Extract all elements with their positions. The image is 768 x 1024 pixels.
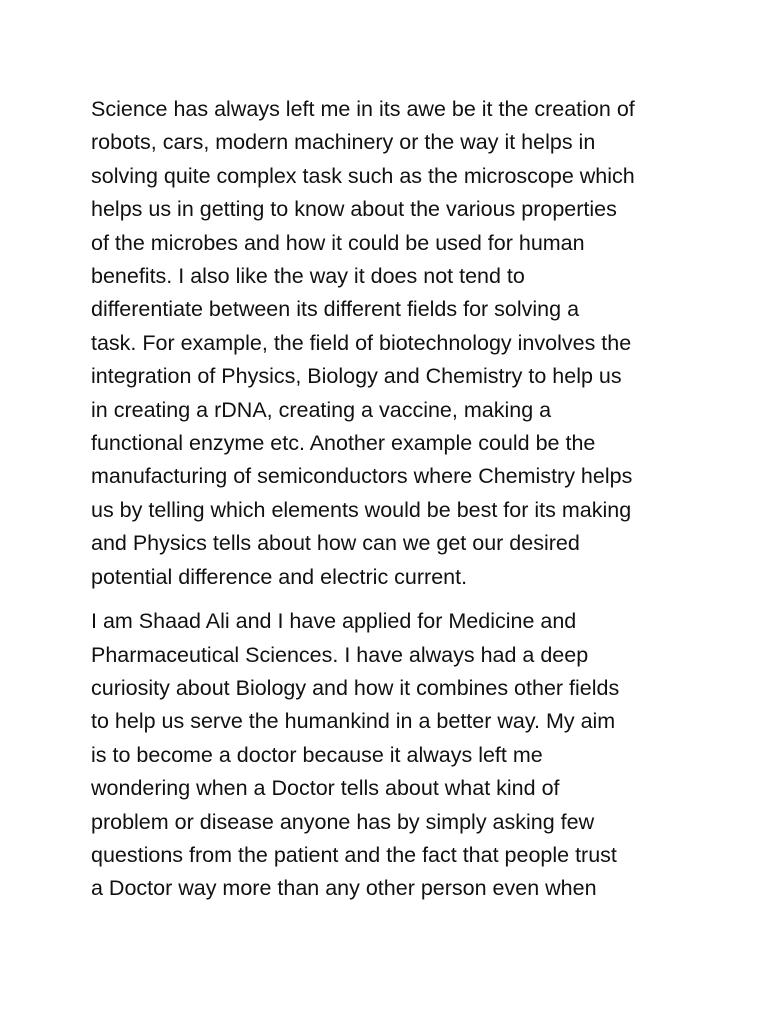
text-line: wondering when a Doctor tells about what kind of [91, 776, 560, 801]
text-line: is to become a doctor because it always left me [91, 742, 543, 767]
text-line: integration of Physics, Biology and Chemistry to help us [91, 364, 622, 389]
document-body [91, 93, 691, 906]
text-line: Science has always left me in its awe be it the creation of [91, 97, 635, 121]
text-line: to help us serve the humankind in a better way. My aim [91, 709, 616, 734]
text-line: task. For example, the field of biotechnology involves the [91, 330, 632, 355]
text-line: robots, cars, modern machinery or the way it helps in [91, 130, 596, 155]
text-line: and Physics tells about how can we get our desired [91, 531, 580, 556]
text-line: potential difference and electric current. [91, 564, 468, 589]
text-line: solving quite complex task such as the microscope which [91, 163, 635, 188]
text-line: helps us in getting to know about the various properties [91, 197, 617, 222]
text-line: in creating a rDNA, creating a vaccine, making a [91, 397, 552, 422]
text-line: questions from the patient and the fact that people trust [91, 842, 617, 867]
text-line: of the microbes and how it could be used for human [91, 230, 585, 255]
text-line: problem or disease anyone has by simply asking few [91, 809, 595, 834]
text-line: functional enzyme etc. Another example could be the [91, 431, 596, 456]
paragraph-spacer [91, 594, 691, 605]
paragraph-2 [91, 605, 691, 906]
text-line: a Doctor way more than any other person even when [91, 876, 597, 901]
text-line: manufacturing of semiconductors where Chemistry helps [91, 464, 633, 489]
text-line: curiosity about Biology and how it combines other fields [91, 675, 620, 700]
text-line: benefits. I also like the way it does not tend to [91, 264, 525, 289]
text-line: differentiate between its different fields for solving a [91, 297, 580, 322]
text-line: I am Shaad Ali and I have applied for Medicine and [91, 609, 577, 634]
paragraph-1 [91, 93, 691, 594]
text-line: us by telling which elements would be best for its making [91, 497, 632, 522]
text-line: Pharmaceutical Sciences. I have always had a deep [91, 642, 589, 667]
